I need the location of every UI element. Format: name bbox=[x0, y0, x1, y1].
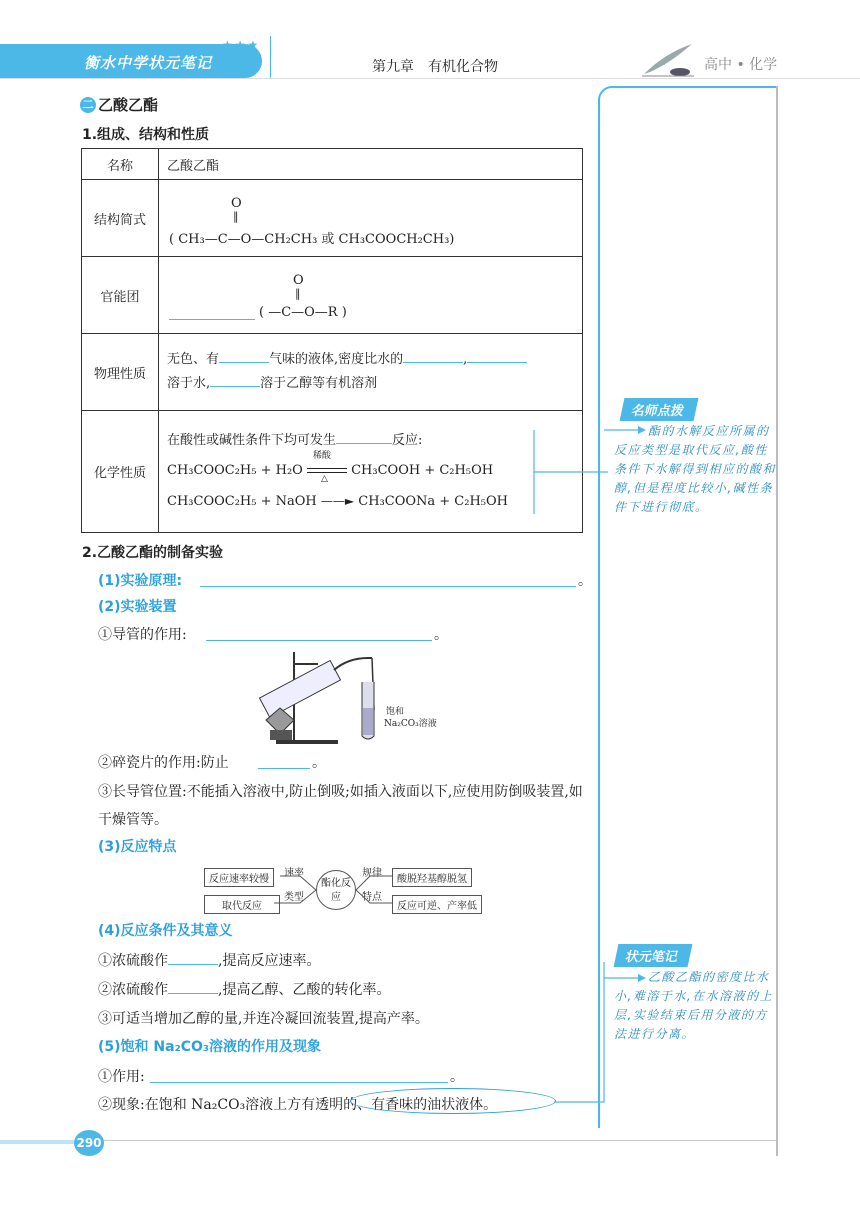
edge-label: 速率 bbox=[284, 868, 304, 879]
arrow-condition-top: 稀酸 bbox=[312, 450, 331, 461]
page-number: 290 bbox=[74, 1130, 104, 1156]
fill-blank[interactable] bbox=[467, 348, 527, 363]
table-row bbox=[82, 257, 583, 334]
edge-label: 规律 bbox=[362, 868, 382, 879]
fill-blank[interactable] bbox=[206, 626, 432, 641]
header-brand: 衡水中学状元笔记 bbox=[84, 54, 213, 72]
item-porcelain: ②碎瓷片的作用:防止 bbox=[98, 755, 229, 771]
note-text: 乙酸乙酯的密度比水小,难溶于水,在水溶液的上层,实验结束后用分液的方法进行分离。 bbox=[614, 970, 774, 1041]
period: 。 bbox=[578, 573, 592, 589]
carbonyl-o: O bbox=[293, 273, 304, 288]
section-number-badge: 二 bbox=[80, 97, 96, 113]
fill-blank[interactable] bbox=[403, 348, 463, 363]
text: 气味的液体,密度比水的 bbox=[269, 352, 404, 367]
period: 。 bbox=[434, 627, 448, 643]
table-row bbox=[82, 180, 583, 257]
physical-properties-cell bbox=[159, 334, 583, 411]
condition-item bbox=[98, 950, 320, 970]
condition-item bbox=[98, 979, 390, 999]
arrow-icon: ——► bbox=[320, 494, 355, 508]
note-tag: 状元笔记 bbox=[614, 944, 693, 967]
subsection-conditions: (4)反应条件及其意义 bbox=[98, 923, 233, 939]
text: ,提高乙醇、乙酸的转化率。 bbox=[218, 982, 391, 998]
tip-text: 酯的水解反应所属的反应类型是取代反应,酸性条件下水解得到相应的酸和醇,但是程度比较小,碱性条件下进行彻底。 bbox=[614, 424, 777, 514]
text: 溶于水, bbox=[167, 376, 211, 391]
fill-blank[interactable] bbox=[200, 572, 576, 587]
text: 溶于乙醇等有机溶剂 bbox=[260, 376, 378, 391]
fill-blank[interactable] bbox=[219, 348, 269, 363]
item-tube-function: ①导管的作用: bbox=[98, 627, 187, 643]
fill-blank[interactable] bbox=[168, 950, 218, 965]
period: 。 bbox=[312, 755, 326, 771]
text: , bbox=[463, 352, 468, 367]
subsection-na2co3: (5)饱和 Na₂CO₃溶液的作用及现象 bbox=[98, 1039, 322, 1055]
table-row bbox=[82, 411, 583, 533]
structure-formula: ( CH₃—C—O—CH₂CH₃ 或 CH₃COOCH₂CH₃) bbox=[169, 232, 455, 247]
arrow-line bbox=[307, 472, 347, 473]
fill-blank[interactable] bbox=[258, 754, 310, 769]
subsection-principle: (1)实验原理: bbox=[98, 573, 183, 589]
double-bond-mark: ‖ bbox=[233, 210, 239, 223]
feature-box: 反应可逆、产率低 bbox=[392, 895, 482, 914]
apparatus-diagram bbox=[248, 650, 448, 746]
text: ②浓硫酸作 bbox=[98, 982, 168, 998]
row-label: 化学性质 bbox=[82, 411, 159, 533]
row-label: 官能团 bbox=[82, 257, 159, 334]
table-row bbox=[82, 334, 583, 411]
fill-blank[interactable] bbox=[150, 1068, 448, 1083]
structure-cell bbox=[159, 180, 583, 257]
apparatus-label: Na₂CO₃溶液 bbox=[384, 719, 437, 729]
text: 在酸性或碱性条件下均可发生 bbox=[167, 433, 337, 448]
part1-title: 1.组成、结构和性质 bbox=[82, 127, 210, 143]
fill-blank[interactable] bbox=[210, 372, 260, 387]
period: 。 bbox=[450, 1069, 464, 1085]
text: 无色、有 bbox=[167, 352, 220, 367]
section-title: 乙酸乙酯 bbox=[98, 96, 159, 114]
feature-box: 取代反应 bbox=[204, 895, 280, 914]
double-bond-mark: ‖ bbox=[295, 287, 301, 300]
item-long-tube: ③长导管位置:不能插入溶液中,防止倒吸;如插入液面以下,应使用防倒吸装置,如干燥管等。 bbox=[98, 784, 583, 828]
carbonyl-o: O bbox=[231, 196, 242, 211]
arrow-icon bbox=[604, 424, 648, 436]
chemical-properties-cell bbox=[159, 411, 583, 533]
equation-left: CH₃COOC₂H₅ + NaOH bbox=[167, 494, 317, 509]
functional-group-cell bbox=[159, 257, 583, 334]
functional-group-formula: ( —C—O—R ) bbox=[259, 305, 347, 320]
text: ①浓硫酸作 bbox=[98, 953, 168, 969]
phenomenon-item: ②现象:在饱和 Na₂CO₃溶液上方有透明的、有香味的油状液体。 bbox=[98, 1097, 498, 1113]
feature-box: 酸脱羟基醇脱氢 bbox=[392, 868, 472, 887]
equilibrium-arrow bbox=[307, 450, 347, 484]
link-bracket bbox=[530, 428, 610, 518]
edge-label: 特点 bbox=[362, 892, 382, 903]
arrow-condition-bottom: △ bbox=[320, 473, 328, 484]
tip-tag: 名师点拨 bbox=[620, 398, 699, 421]
footer-rule bbox=[0, 1140, 74, 1144]
equation-right: CH₃COONa + C₂H₅OH bbox=[358, 494, 509, 509]
part2-title: 2.乙酸乙酯的制备实验 bbox=[82, 545, 224, 561]
role-item: ①作用: bbox=[98, 1069, 145, 1085]
table-row bbox=[82, 149, 583, 180]
edge-label: 类型 bbox=[284, 892, 304, 903]
quill-icon bbox=[640, 40, 696, 78]
fill-blank[interactable] bbox=[336, 429, 392, 444]
condition-item: ③可适当增加乙醇的量,并连冷凝回流装置,提高产率。 bbox=[98, 1011, 429, 1027]
fill-blank[interactable] bbox=[168, 979, 218, 994]
feature-box: 反应速率较慢 bbox=[204, 868, 274, 887]
text: ,提高反应速率。 bbox=[218, 953, 321, 969]
properties-table bbox=[81, 148, 583, 533]
equation-left: CH₃COOC₂H₅ + H₂O bbox=[167, 463, 303, 478]
row-value: 乙酸乙酯 bbox=[159, 149, 583, 180]
flow-connectors bbox=[270, 870, 394, 910]
subsection-apparatus: (2)实验装置 bbox=[98, 599, 177, 615]
header-rule bbox=[0, 78, 860, 79]
apparatus-label: 饱和 bbox=[386, 707, 405, 717]
text: 反应: bbox=[392, 433, 423, 448]
equation-right: CH₃COOH + C₂H₅OH bbox=[351, 463, 494, 478]
row-label: 名称 bbox=[82, 149, 159, 180]
arrow-icon bbox=[604, 972, 648, 984]
fill-blank[interactable] bbox=[169, 305, 255, 320]
header-divider bbox=[270, 36, 271, 78]
footer-rule bbox=[104, 1140, 776, 1141]
subsection-features: (3)反应特点 bbox=[98, 839, 177, 855]
center-node: 酯化反应 bbox=[316, 870, 356, 910]
row-label: 结构简式 bbox=[82, 180, 159, 257]
arrow-line bbox=[307, 468, 347, 469]
chapter-title: 第九章 有机化合物 bbox=[372, 59, 498, 75]
highlight-ellipse bbox=[350, 1088, 556, 1114]
row-label: 物理性质 bbox=[82, 334, 159, 411]
stars-decoration: ★★★ bbox=[222, 38, 261, 52]
subject-label: 高中 • 化学 bbox=[704, 57, 778, 73]
